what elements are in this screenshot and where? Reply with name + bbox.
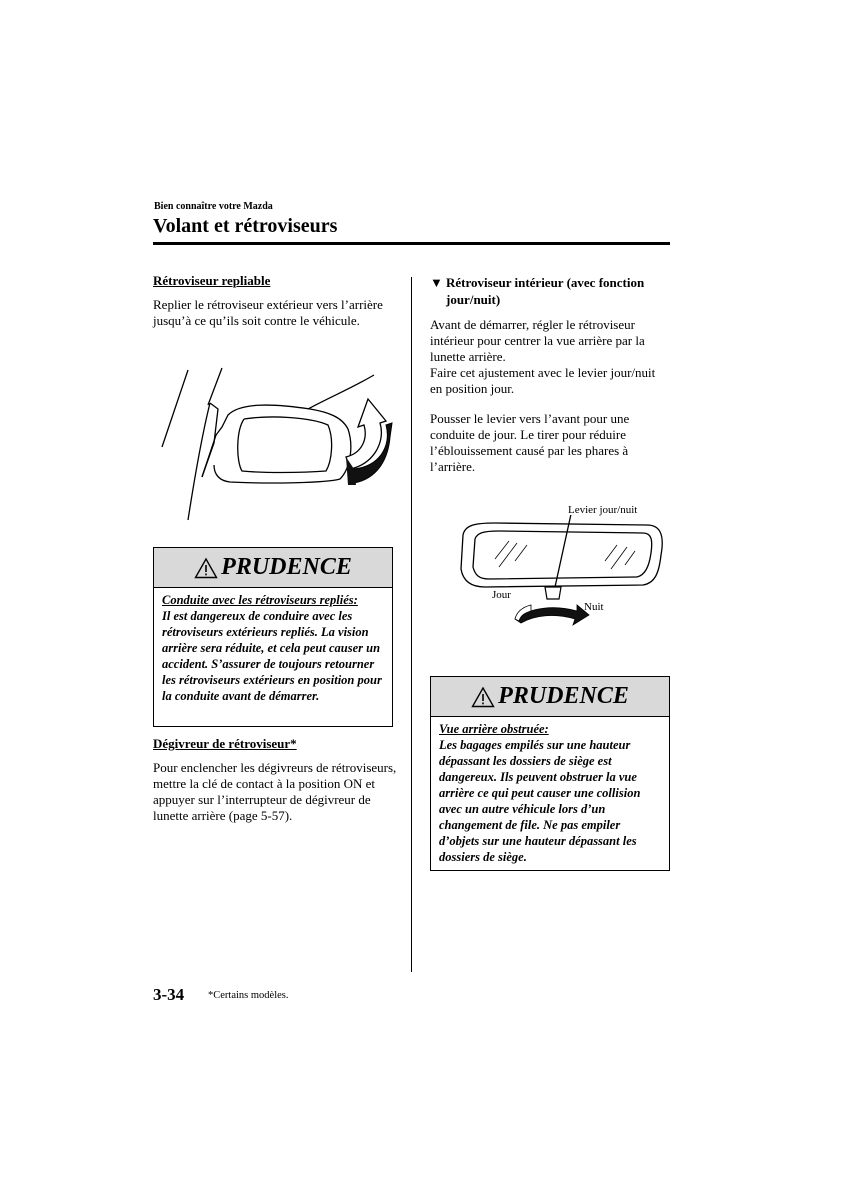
night-label: Nuit bbox=[584, 601, 604, 613]
defroster-text: Pour enclencher les dégivreurs de rétroviseurs, mettre la clé de contact à la position ON et appuyer sur l’interrupteur de dégivreur de lunette arrière (page 5-57). bbox=[153, 760, 397, 823]
section-header: Bien connaître votre Mazda bbox=[154, 201, 273, 212]
column-divider bbox=[411, 277, 412, 972]
caution-header bbox=[154, 548, 392, 588]
caution-label: PRUDENCE bbox=[221, 554, 352, 580]
caution-box-obstructed-view bbox=[430, 676, 670, 871]
caution-text: Il est dangereux de conduire avec les rétroviseurs extérieurs repliés. La vision arrière sera réduite, et cela peut causer un accident. S’assurer de toujours retourner les rétroviseurs extérieurs en position pour la conduite avant de démarrer. bbox=[162, 609, 382, 703]
caution-box-folded-mirrors bbox=[153, 547, 393, 727]
day-label: Jour bbox=[492, 589, 511, 601]
warning-triangle-icon bbox=[194, 557, 218, 579]
heading-marker: ▼ bbox=[430, 275, 443, 290]
lever-label: Levier jour/nuit bbox=[568, 504, 638, 516]
caution-body bbox=[154, 588, 392, 709]
folding-mirror-text: Replier le rétroviseur extérieur vers l’arrière jusqu’à ce qu’ils soit contre le véhicule. bbox=[153, 297, 383, 328]
caution-title: Vue arrière obstruée: bbox=[439, 722, 549, 736]
exterior-mirror-illustration bbox=[150, 365, 400, 525]
caution-text: Les bagages empilés sur une hauteur dépassant les dossiers de siège est dangereux. Ils peuvent obstruer la vue arrière ce qui peut causer une collision avec un autre véhicule lors d’un changement de file. Ne pas empiler d’objets sur une hauteur dépassant les dossiers de siège. bbox=[439, 738, 641, 864]
caution-body bbox=[431, 717, 669, 870]
inside-mirror-para1: Avant de démarrer, régler le rétroviseur intérieur pour centrer la vue arrière par la lunette arrière. bbox=[430, 317, 645, 364]
page-number: 3-34 bbox=[153, 985, 185, 1004]
inside-mirror-para2: Faire cet ajustement avec le levier jour/nuit en position jour. bbox=[430, 365, 656, 396]
warning-triangle-icon bbox=[471, 686, 495, 708]
defroster-heading: Dégivreur de rétroviseur* bbox=[153, 736, 297, 751]
page-title: Volant et rétroviseurs bbox=[153, 215, 338, 237]
title-rule bbox=[153, 242, 670, 245]
caution-header bbox=[431, 677, 669, 717]
inside-mirror-heading: Rétroviseur intérieur (avec fonction jour/nuit) bbox=[446, 275, 645, 307]
caution-title: Conduite avec les rétroviseurs repliés: bbox=[162, 593, 358, 607]
folding-mirror-heading: Rétroviseur repliable bbox=[153, 273, 271, 288]
footnote: *Certains modèles. bbox=[208, 990, 289, 1001]
inside-mirror-heading-block bbox=[430, 274, 660, 308]
inside-mirror-para3: Pousser le levier vers l’avant pour une conduite de jour. Le tirer pour réduire l’éblouissement causé par les phares à l’arrière. bbox=[430, 411, 630, 474]
inside-mirror-illustration bbox=[455, 515, 670, 630]
caution-label: PRUDENCE bbox=[498, 683, 629, 709]
